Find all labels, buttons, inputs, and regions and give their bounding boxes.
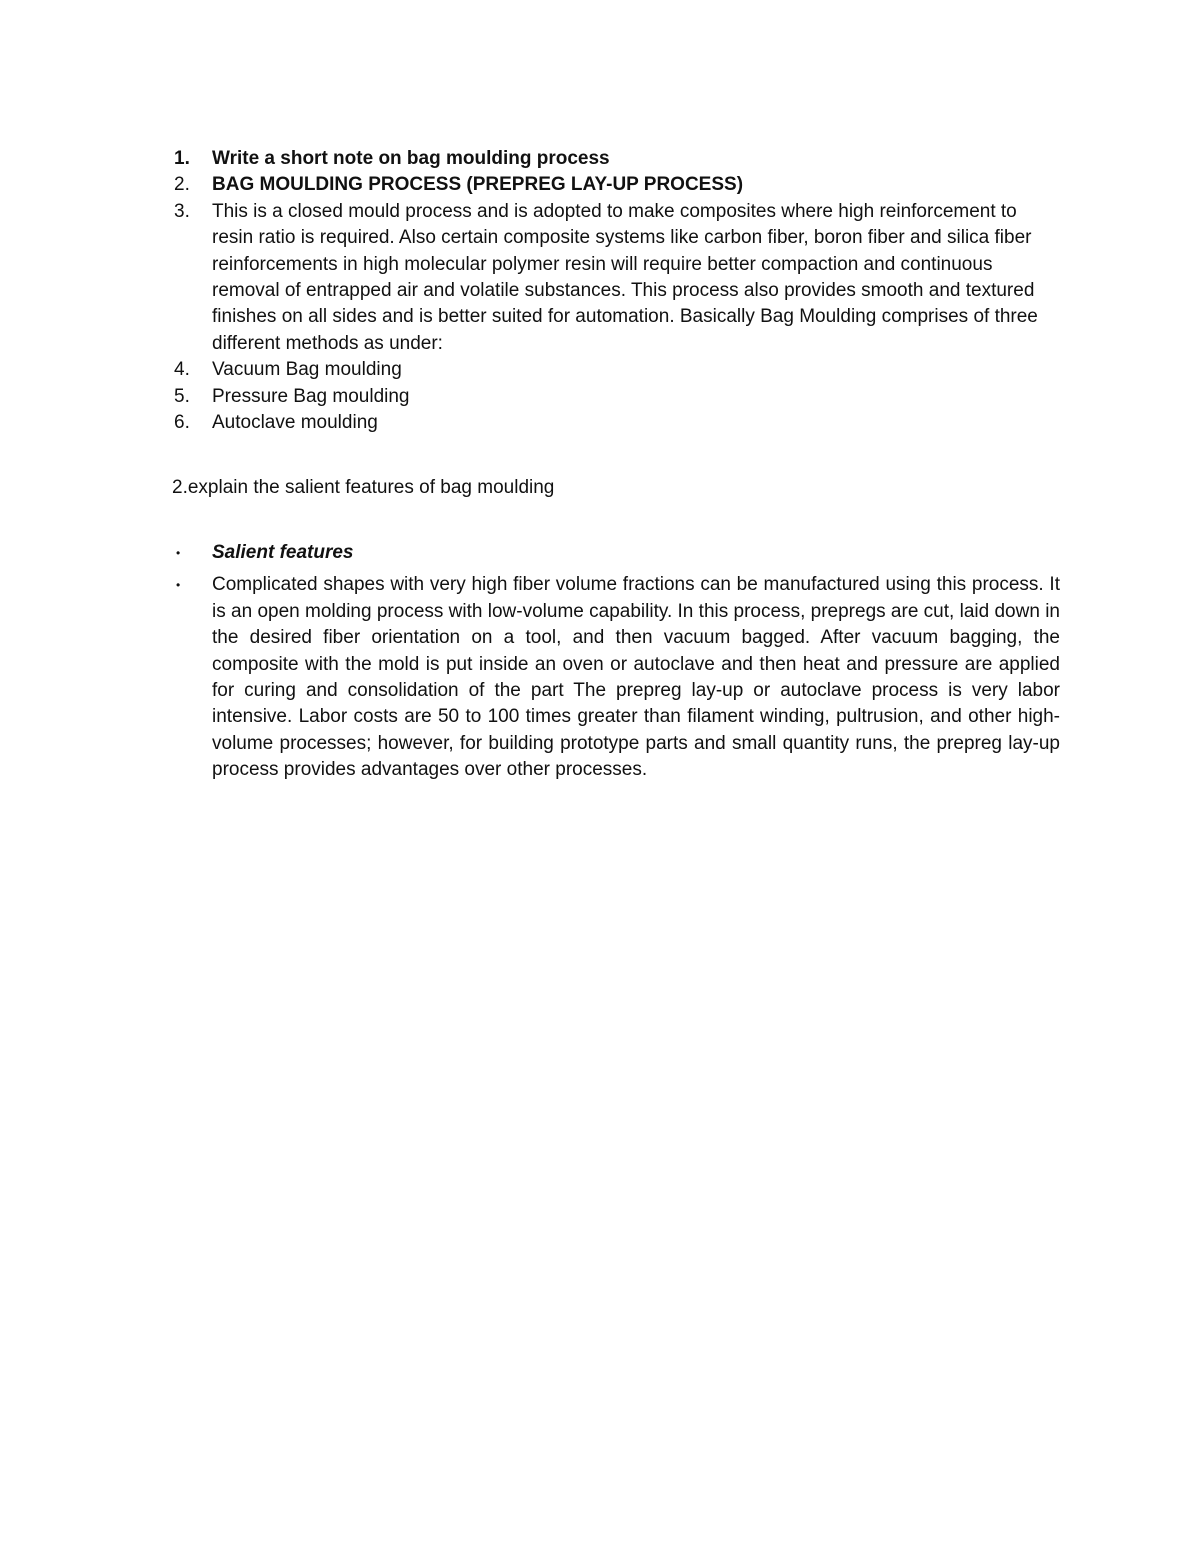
list-number: 4. — [174, 359, 190, 381]
bullet-paragraph-text: Complicated shapes with very high fiber volume fractions can be manufactured using this process. It is an open molding process with low-volume capability. In this process, prepregs are cut, laid down in the desired fiber orientation on a tool, and then vacuum bagged. After vacuum bagging, the composite with the mold is put inside an oven or autoclave and then heat and pressure are applied for curing and consolidation of the part The prepreg lay-up or autoclave process is very labor intensive. Labor costs are 50 to 100 times greater than filament winding, pultrusion, and other high-volume processes; however, for building prototype parts and small quantity runs, the prepreg lay-up process provides advantages over other processes. — [212, 574, 1060, 781]
list-item-6 — [172, 410, 1060, 436]
list-item-text: Pressure Bag moulding — [212, 385, 410, 407]
list-item-4 — [172, 357, 1060, 383]
question1-list — [172, 146, 1060, 436]
bullet-icon: • — [176, 545, 181, 560]
list-item-3 — [172, 199, 1060, 357]
bullet-icon: • — [176, 578, 181, 593]
bullet-heading-text: Salient features — [212, 541, 354, 563]
list-item-text: Vacuum Bag moulding — [212, 359, 402, 381]
list-item-1 — [172, 146, 1060, 172]
list-number: 5. — [174, 385, 190, 407]
list-item-text: Autoclave moulding — [212, 412, 378, 434]
list-number: 6. — [174, 412, 190, 434]
bullet-item-heading — [172, 540, 1060, 566]
list-item-2 — [172, 172, 1060, 198]
bullet-item-paragraph — [172, 572, 1060, 783]
list-item-text: Write a short note on bag moulding process — [212, 148, 610, 169]
list-item-5 — [172, 384, 1060, 410]
list-number: 3. — [174, 200, 190, 222]
list-number: 1. — [174, 148, 190, 169]
question2-bullet-list — [172, 540, 1060, 784]
list-item-text: BAG MOULDING PROCESS (PREPREG LAY-UP PROCESS) — [212, 174, 744, 196]
list-item-text: This is a closed mould process and is adopted to make composites where high reinforcement to resin ratio is required. Also certain composite systems like carbon fiber, boron fiber and silica fiber reinforcements in high molecular polymer resin will require better compaction and continuous removal of entrapped air and volatile substances. This process also provides smooth and textured finishes on all sides and is better suited for automation. Basically Bag Moulding comprises of three different methods as under: — [212, 200, 1038, 354]
question2-heading: 2.explain the salient features of bag moulding — [172, 477, 555, 499]
document-body — [172, 146, 1060, 790]
list-number: 2. — [174, 174, 190, 196]
